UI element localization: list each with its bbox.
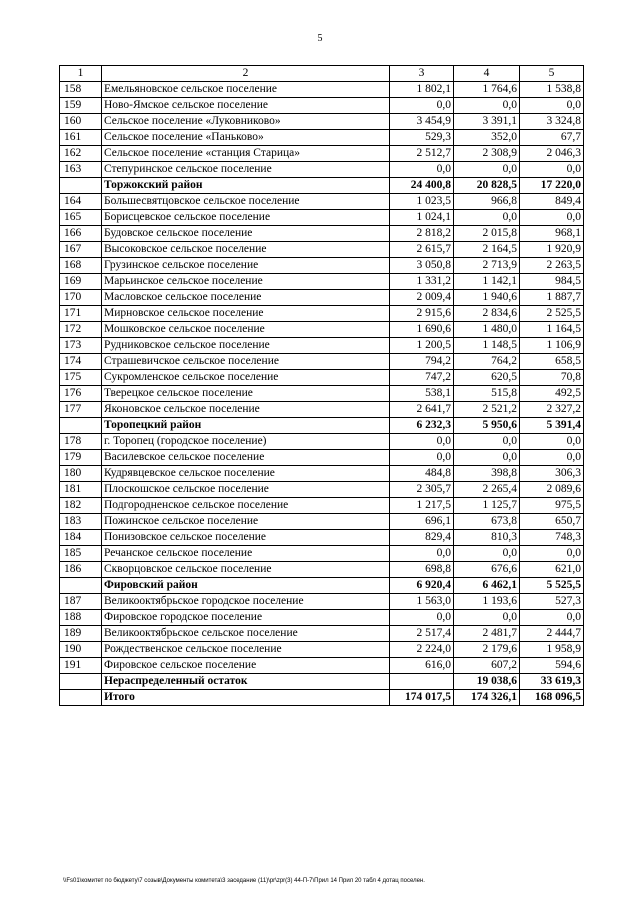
row-number-cell: 183 (60, 514, 102, 530)
table-row (60, 322, 584, 338)
value-cell-col4: 19 038,6 (454, 674, 520, 690)
value-cell-col5: 0,0 (520, 434, 584, 450)
value-cell-col4: 2 308,9 (454, 146, 520, 162)
value-cell-col5: 2 089,6 (520, 482, 584, 498)
row-number-cell (60, 674, 102, 690)
value-cell-col4: 1 142,1 (454, 274, 520, 290)
value-cell-col3: 2 009,4 (390, 290, 454, 306)
value-cell-col4: 174 326,1 (454, 690, 520, 706)
row-number-cell: 164 (60, 194, 102, 210)
table-row (60, 434, 584, 450)
value-cell-col3: 794,2 (390, 354, 454, 370)
value-cell-col5: 594,6 (520, 658, 584, 674)
table-row (60, 162, 584, 178)
settlement-name-cell: Торжокский район (102, 178, 390, 194)
value-cell-col5: 0,0 (520, 162, 584, 178)
table-row (60, 258, 584, 274)
row-number-cell: 166 (60, 226, 102, 242)
value-cell-col4: 1 148,5 (454, 338, 520, 354)
value-cell-col4: 1 764,6 (454, 82, 520, 98)
row-number-cell: 174 (60, 354, 102, 370)
table-row (60, 82, 584, 98)
table-row (60, 546, 584, 562)
value-cell-col4: 515,8 (454, 386, 520, 402)
summary-row (60, 674, 584, 690)
value-cell-col4: 2 265,4 (454, 482, 520, 498)
value-cell-col5: 1 106,9 (520, 338, 584, 354)
row-number-cell: 160 (60, 114, 102, 130)
table-row (60, 354, 584, 370)
row-number-cell: 171 (60, 306, 102, 322)
value-cell-col3: 484,8 (390, 466, 454, 482)
table-row (60, 114, 584, 130)
value-cell-col3: 829,4 (390, 530, 454, 546)
table-row (60, 338, 584, 354)
value-cell-col3: 529,3 (390, 130, 454, 146)
header-cell: 5 (520, 66, 584, 82)
row-number-cell: 185 (60, 546, 102, 562)
value-cell-col4: 0,0 (454, 162, 520, 178)
value-cell-col3: 2 641,7 (390, 402, 454, 418)
value-cell-col4: 2 713,9 (454, 258, 520, 274)
settlement-name-cell: г. Торопец (городское поселение) (102, 434, 390, 450)
table-row (60, 386, 584, 402)
settlement-name-cell: Мошковское сельское поселение (102, 322, 390, 338)
row-number-cell: 186 (60, 562, 102, 578)
settlement-name-cell: Сельское поселение «Луковниково» (102, 114, 390, 130)
row-number-cell: 168 (60, 258, 102, 274)
value-cell-col4: 2 179,6 (454, 642, 520, 658)
row-number-cell: 178 (60, 434, 102, 450)
value-cell-col4: 673,8 (454, 514, 520, 530)
value-cell-col3: 24 400,8 (390, 178, 454, 194)
settlement-name-cell: Фировский район (102, 578, 390, 594)
value-cell-col5: 1 887,7 (520, 290, 584, 306)
row-number-cell: 161 (60, 130, 102, 146)
settlement-name-cell: Большесвятцовское сельское поселение (102, 194, 390, 210)
row-number-cell: 175 (60, 370, 102, 386)
settlement-name-cell: Пожинское сельское поселение (102, 514, 390, 530)
value-cell-col3: 2 615,7 (390, 242, 454, 258)
value-cell-col4: 1 480,0 (454, 322, 520, 338)
row-number-cell (60, 418, 102, 434)
table-row (60, 130, 584, 146)
value-cell-col5: 5 391,4 (520, 418, 584, 434)
value-cell-col5: 0,0 (520, 450, 584, 466)
settlement-name-cell: Яконовское сельское поселение (102, 402, 390, 418)
settlement-name-cell: Фировское городское поселение (102, 610, 390, 626)
value-cell-col5: 748,3 (520, 530, 584, 546)
value-cell-col5: 658,5 (520, 354, 584, 370)
table-row (60, 594, 584, 610)
value-cell-col4: 966,8 (454, 194, 520, 210)
value-cell-col5: 968,1 (520, 226, 584, 242)
value-cell-col5: 621,0 (520, 562, 584, 578)
table-row (60, 274, 584, 290)
row-number-cell (60, 578, 102, 594)
settlement-name-cell: Страшевичское сельское поселение (102, 354, 390, 370)
settlement-name-cell: Степуринское сельское поселение (102, 162, 390, 178)
value-cell-col3: 538,1 (390, 386, 454, 402)
value-cell-col3: 2 517,4 (390, 626, 454, 642)
settlement-name-cell: Подгородненское сельское поселение (102, 498, 390, 514)
value-cell-col4: 1 940,6 (454, 290, 520, 306)
table-row (60, 466, 584, 482)
settlement-name-cell: Фировское сельское поселение (102, 658, 390, 674)
row-number-cell: 188 (60, 610, 102, 626)
value-cell-col5: 2 046,3 (520, 146, 584, 162)
header-cell: 1 (60, 66, 102, 82)
row-number-cell: 167 (60, 242, 102, 258)
row-number-cell: 158 (60, 82, 102, 98)
value-cell-col4: 0,0 (454, 210, 520, 226)
value-cell-col4: 2 481,7 (454, 626, 520, 642)
settlement-name-cell: Марьинское сельское поселение (102, 274, 390, 290)
row-number-cell: 177 (60, 402, 102, 418)
value-cell-col4: 2 164,5 (454, 242, 520, 258)
settlement-name-cell: Высоковское сельское поселение (102, 242, 390, 258)
value-cell-col4: 0,0 (454, 98, 520, 114)
value-cell-col3: 1 023,5 (390, 194, 454, 210)
page-number: 5 (317, 33, 323, 44)
row-number-cell: 159 (60, 98, 102, 114)
value-cell-col5: 0,0 (520, 610, 584, 626)
header-cell: 2 (102, 66, 390, 82)
value-cell-col4: 5 950,6 (454, 418, 520, 434)
settlement-name-cell: Плоскошское сельское поселение (102, 482, 390, 498)
table-row (60, 306, 584, 322)
value-cell-col5: 0,0 (520, 210, 584, 226)
value-cell-col3 (390, 674, 454, 690)
value-cell-col3: 616,0 (390, 658, 454, 674)
settlement-name-cell: Речанское сельское поселение (102, 546, 390, 562)
row-number-cell: 169 (60, 274, 102, 290)
value-cell-col3: 6 920,4 (390, 578, 454, 594)
row-number-cell: 180 (60, 466, 102, 482)
value-cell-col3: 1 802,1 (390, 82, 454, 98)
value-cell-col3: 0,0 (390, 610, 454, 626)
settlement-name-cell: Борисцевское сельское поселение (102, 210, 390, 226)
value-cell-col4: 607,2 (454, 658, 520, 674)
value-cell-col3: 6 232,3 (390, 418, 454, 434)
row-number-cell: 184 (60, 530, 102, 546)
value-cell-col3: 1 690,6 (390, 322, 454, 338)
value-cell-col4: 20 828,5 (454, 178, 520, 194)
value-cell-col5: 306,3 (520, 466, 584, 482)
table-row (60, 658, 584, 674)
table-row (60, 610, 584, 626)
value-cell-col4: 0,0 (454, 434, 520, 450)
summary-row (60, 578, 584, 594)
value-cell-col3: 3 454,9 (390, 114, 454, 130)
value-cell-col5: 67,7 (520, 130, 584, 146)
settlement-name-cell: Нераспределенный остаток (102, 674, 390, 690)
value-cell-col3: 0,0 (390, 434, 454, 450)
settlement-name-cell: Рождественское сельское поселение (102, 642, 390, 658)
value-cell-col4: 3 391,1 (454, 114, 520, 130)
row-number-cell: 176 (60, 386, 102, 402)
settlement-name-cell: Мирновское сельское поселение (102, 306, 390, 322)
value-cell-col5: 2 327,2 (520, 402, 584, 418)
value-cell-col3: 2 305,7 (390, 482, 454, 498)
value-cell-col5: 5 525,5 (520, 578, 584, 594)
value-cell-col5: 527,3 (520, 594, 584, 610)
settlement-name-cell: Итого (102, 690, 390, 706)
value-cell-col5: 3 324,8 (520, 114, 584, 130)
value-cell-col4: 676,6 (454, 562, 520, 578)
settlement-name-cell: Торопецкий район (102, 418, 390, 434)
header-row (60, 66, 584, 82)
row-number-cell: 172 (60, 322, 102, 338)
table-row (60, 530, 584, 546)
table-row (60, 210, 584, 226)
value-cell-col4: 1 125,7 (454, 498, 520, 514)
value-cell-col3: 1 200,5 (390, 338, 454, 354)
header-cell: 3 (390, 66, 454, 82)
value-cell-col4: 2 015,8 (454, 226, 520, 242)
value-cell-col5: 1 538,8 (520, 82, 584, 98)
value-cell-col4: 0,0 (454, 610, 520, 626)
value-cell-col3: 1 217,5 (390, 498, 454, 514)
value-cell-col4: 810,3 (454, 530, 520, 546)
value-cell-col3: 0,0 (390, 98, 454, 114)
value-cell-col5: 1 920,9 (520, 242, 584, 258)
value-cell-col4: 398,8 (454, 466, 520, 482)
settlement-name-cell: Сельское поселение «Паньково» (102, 130, 390, 146)
table-row (60, 642, 584, 658)
row-number-cell: 187 (60, 594, 102, 610)
value-cell-col3: 1 024,1 (390, 210, 454, 226)
value-cell-col4: 1 193,6 (454, 594, 520, 610)
value-cell-col4: 620,5 (454, 370, 520, 386)
row-number-cell (60, 178, 102, 194)
row-number-cell: 179 (60, 450, 102, 466)
row-number-cell: 182 (60, 498, 102, 514)
value-cell-col5: 0,0 (520, 98, 584, 114)
file-path-footer: \\Fs01\комитет по бюджету\7 созыв\Документы комитета\3 заседание (11)\pr\zpr(3) 44-П-7\Прил 14 Прил 20 табл 4 дотац поселен. (63, 878, 425, 884)
settlement-name-cell: Понизовское сельское поселение (102, 530, 390, 546)
table-row (60, 514, 584, 530)
table-row (60, 146, 584, 162)
table-row (60, 370, 584, 386)
table-row (60, 290, 584, 306)
row-number-cell: 191 (60, 658, 102, 674)
value-cell-col5: 975,5 (520, 498, 584, 514)
value-cell-col5: 1 164,5 (520, 322, 584, 338)
value-cell-col5: 17 220,0 (520, 178, 584, 194)
table-row (60, 450, 584, 466)
value-cell-col3: 1 331,2 (390, 274, 454, 290)
table-row (60, 482, 584, 498)
value-cell-col3: 1 563,0 (390, 594, 454, 610)
summary-row (60, 690, 584, 706)
value-cell-col3: 2 224,0 (390, 642, 454, 658)
value-cell-col3: 0,0 (390, 162, 454, 178)
row-number-cell: 173 (60, 338, 102, 354)
value-cell-col3: 2 915,6 (390, 306, 454, 322)
value-cell-col3: 2 818,2 (390, 226, 454, 242)
summary-row (60, 418, 584, 434)
value-cell-col3: 0,0 (390, 450, 454, 466)
settlement-name-cell: Емельяновское сельское поселение (102, 82, 390, 98)
value-cell-col5: 984,5 (520, 274, 584, 290)
value-cell-col5: 1 958,9 (520, 642, 584, 658)
budget-table (59, 65, 584, 706)
row-number-cell: 170 (60, 290, 102, 306)
table-row (60, 226, 584, 242)
settlement-name-cell: Великооктябрьское сельское поселение (102, 626, 390, 642)
table-row (60, 194, 584, 210)
row-number-cell: 190 (60, 642, 102, 658)
settlement-name-cell: Скворцовское сельское поселение (102, 562, 390, 578)
value-cell-col4: 0,0 (454, 450, 520, 466)
value-cell-col3: 3 050,8 (390, 258, 454, 274)
settlement-name-cell: Кудрявцевское сельское поселение (102, 466, 390, 482)
value-cell-col5: 2 525,5 (520, 306, 584, 322)
table-row (60, 498, 584, 514)
row-number-cell: 163 (60, 162, 102, 178)
settlement-name-cell: Будовское сельское поселение (102, 226, 390, 242)
settlement-name-cell: Великооктябрьское городское поселение (102, 594, 390, 610)
table-row (60, 562, 584, 578)
value-cell-col3: 747,2 (390, 370, 454, 386)
row-number-cell: 162 (60, 146, 102, 162)
value-cell-col5: 2 444,7 (520, 626, 584, 642)
row-number-cell: 165 (60, 210, 102, 226)
value-cell-col3: 174 017,5 (390, 690, 454, 706)
settlement-name-cell: Василевское сельское поселение (102, 450, 390, 466)
table-row (60, 402, 584, 418)
table-row (60, 242, 584, 258)
row-number-cell: 189 (60, 626, 102, 642)
value-cell-col4: 6 462,1 (454, 578, 520, 594)
settlement-name-cell: Рудниковское сельское поселение (102, 338, 390, 354)
table-row (60, 98, 584, 114)
settlement-name-cell: Сельское поселение «станция Старица» (102, 146, 390, 162)
table-row (60, 626, 584, 642)
value-cell-col5: 849,4 (520, 194, 584, 210)
summary-row (60, 178, 584, 194)
value-cell-col4: 2 521,2 (454, 402, 520, 418)
settlement-name-cell: Масловское сельское поселение (102, 290, 390, 306)
value-cell-col3: 0,0 (390, 546, 454, 562)
settlement-name-cell: Грузинское сельское поселение (102, 258, 390, 274)
value-cell-col4: 764,2 (454, 354, 520, 370)
value-cell-col4: 2 834,6 (454, 306, 520, 322)
value-cell-col4: 0,0 (454, 546, 520, 562)
settlement-name-cell: Сукромленское сельское поселение (102, 370, 390, 386)
row-number-cell: 181 (60, 482, 102, 498)
value-cell-col5: 0,0 (520, 546, 584, 562)
row-number-cell (60, 690, 102, 706)
value-cell-col3: 2 512,7 (390, 146, 454, 162)
settlement-name-cell: Ново-Ямское сельское поселение (102, 98, 390, 114)
value-cell-col5: 492,5 (520, 386, 584, 402)
value-cell-col3: 696,1 (390, 514, 454, 530)
value-cell-col3: 698,8 (390, 562, 454, 578)
value-cell-col5: 70,8 (520, 370, 584, 386)
settlement-name-cell: Тверецкое сельское поселение (102, 386, 390, 402)
value-cell-col5: 650,7 (520, 514, 584, 530)
value-cell-col5: 2 263,5 (520, 258, 584, 274)
value-cell-col4: 352,0 (454, 130, 520, 146)
value-cell-col5: 33 619,3 (520, 674, 584, 690)
header-cell: 4 (454, 66, 520, 82)
value-cell-col5: 168 096,5 (520, 690, 584, 706)
